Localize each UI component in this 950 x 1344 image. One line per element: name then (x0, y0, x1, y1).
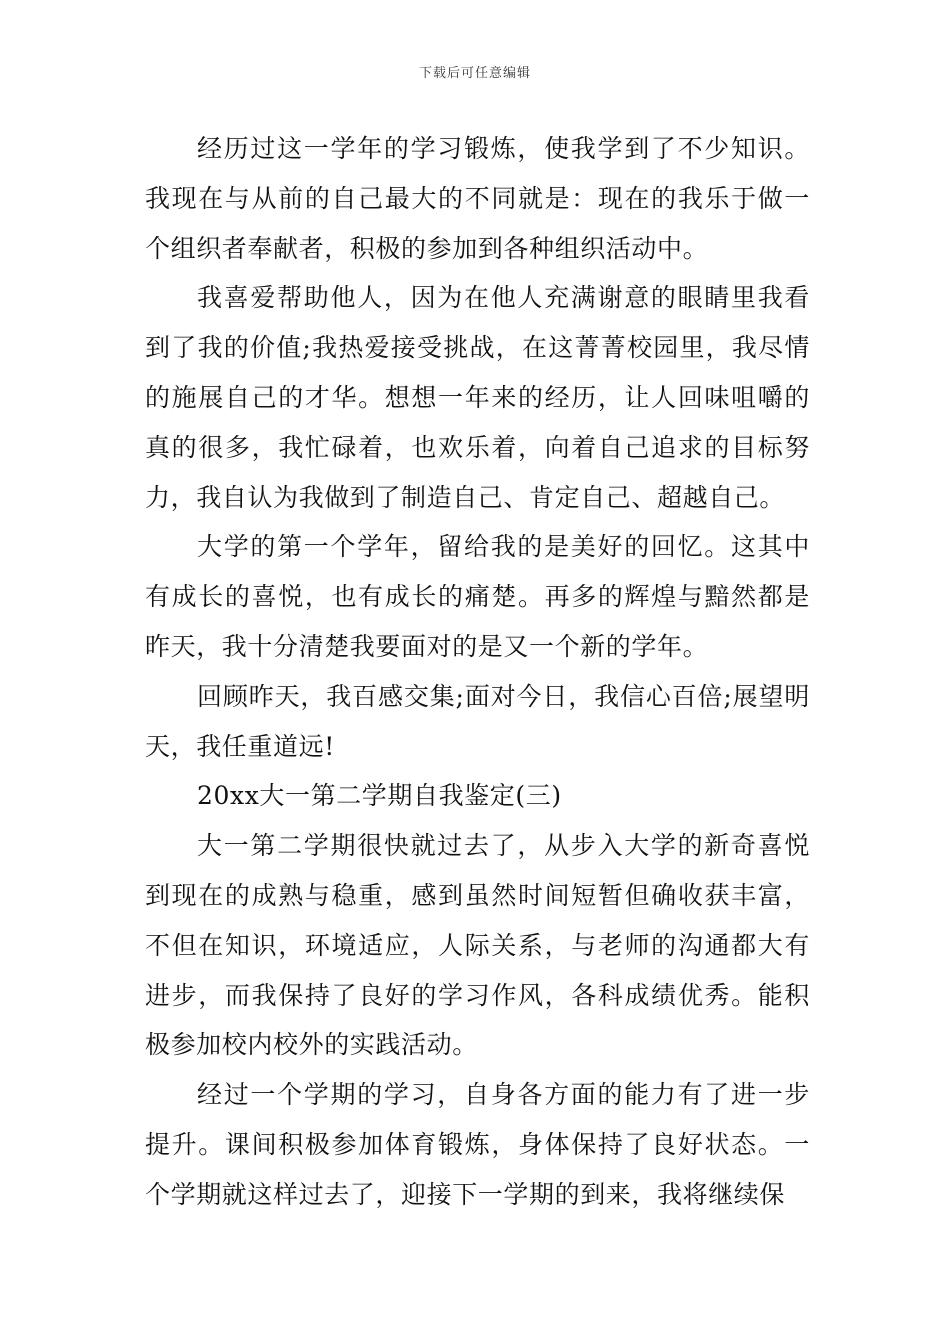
page-header: 下载后可任意编辑 (418, 66, 531, 81)
paragraph-4: 回顾昨天，我百感交集;面对今日，我信心百倍;展望明天，我任重道远! (145, 681, 810, 761)
paragraph-1: 经历过这一学年的学习锻炼，使我学到了不少知识。我现在与从前的自己最大的不同就是：现在的我乐于做一个组织者奉献者，积极的参加到各种组织活动中。 (145, 134, 810, 263)
section-heading: 20xx大一第二学期自我鉴定(三) (197, 781, 562, 811)
paragraph-3: 大学的第一个学年，留给我的是美好的回忆。这其中有成长的喜悦，也有成长的痛楚。再多的辉煌与黯然都是昨天，我十分清楚我要面对的是又一个新的学年。 (145, 532, 810, 661)
document-body (145, 124, 810, 1220)
paragraph-6: 经过一个学期的学习，自身各方面的能力有了进一步提升。课间积极参加体育锻炼，身体保持了良好状态。一个学期就这样过去了，迎接下一学期的到来，我将继续保 (145, 1080, 810, 1209)
paragraph-5: 大一第二学期很快就过去了，从步入大学的新奇喜悦到现在的成熟与稳重，感到虽然时间短暂但确收获丰富，不但在知识，环境适应，人际关系，与老师的沟通都大有进步，而我保持了良好的学习作风，各科成绩优秀。能积极参加校内校外的实践活动。 (145, 831, 810, 1060)
paragraph-2: 我喜爱帮助他人，因为在他人充满谢意的眼睛里我看到了我的价值;我热爱接受挑战，在这菁菁校园里，我尽情的施展自己的才华。想想一年来的经历，让人回味咀嚼的真的很多，我忙碌着，也欢乐着，向着自己追求的目标努力，我自认为我做到了制造自己、肯定自己、超越自己。 (145, 283, 810, 512)
